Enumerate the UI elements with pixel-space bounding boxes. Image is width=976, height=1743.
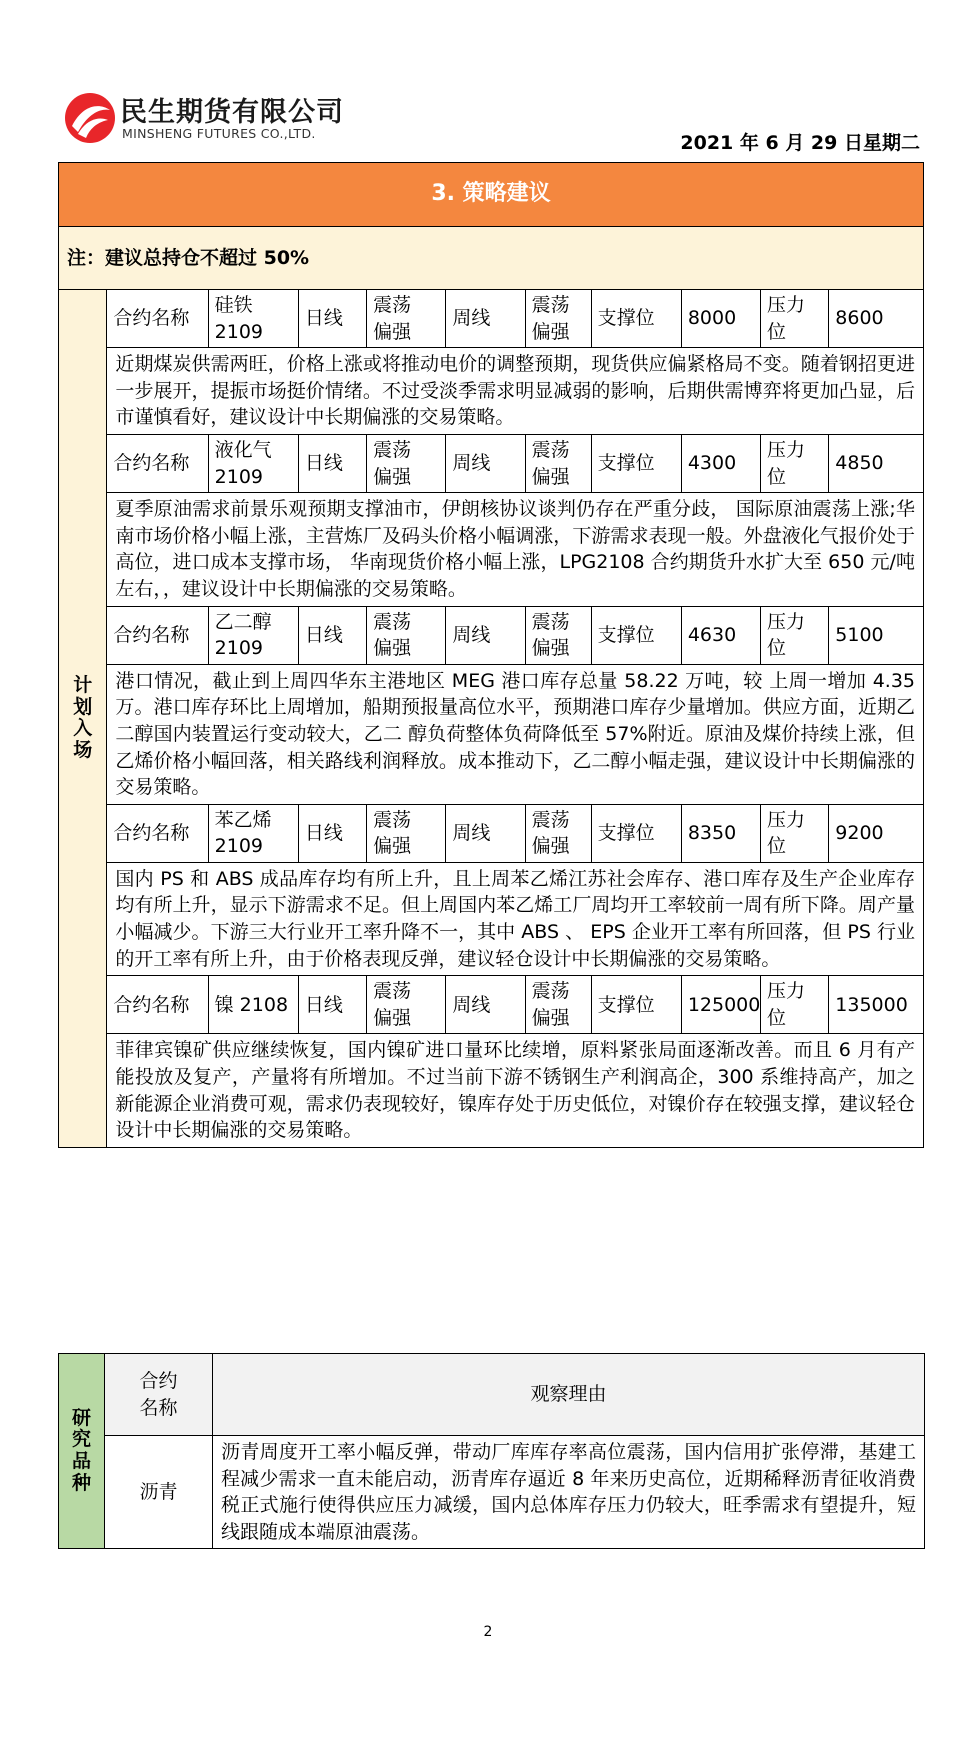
- daily-trend: 震荡 偏强: [367, 290, 446, 348]
- weekly-trend: 震荡 偏强: [525, 804, 591, 862]
- pressure-value: 135000: [829, 976, 924, 1034]
- col-reason-header: 观察理由: [213, 1354, 925, 1436]
- weekly-trend: 震荡 偏强: [525, 434, 591, 492]
- weekly-trend: 震荡 偏强: [525, 976, 591, 1034]
- pressure-value: 8600: [829, 290, 924, 348]
- daily-label: 日线: [298, 290, 366, 348]
- company-name-cn: 民生期货有限公司: [120, 97, 344, 128]
- weekly-label: 周线: [446, 434, 525, 492]
- weekly-label: 周线: [446, 976, 525, 1034]
- pressure-value: 5100: [829, 606, 924, 664]
- support-label: 支撑位: [591, 434, 681, 492]
- contract-name: 镍 2108: [208, 976, 298, 1034]
- contract-name: 硅铁 2109: [208, 290, 298, 348]
- contract-analysis: 近期煤炭供需两旺，价格上涨或将推动电价的调整预期，现货供应偏紧格局不变。随着钢招更进一步展开，提振市场挺价情绪。不过受淡季需求明显减弱的影响，后期供需博弈将更加凸显，后市谨慎看好，建议设计中长期偏涨的交易策略。: [107, 348, 924, 435]
- contract-analysis: 菲律宾镍矿供应继续恢复，国内镍矿进口量环比续增，原料紧张局面逐渐改善。而且 6 月有产能投放及复产，产量将有所增加。不过当前下游不锈钢生产利润高企，300 系维持高产，加之新能源企业消费可观，需求仍表现较好，镍库存处于历史低位，对镍价存在较强支撑，建议轻仓设计中长期偏涨的交易策略。: [107, 1034, 924, 1147]
- pressure-value: 9200: [829, 804, 924, 862]
- support-value: 8000: [681, 290, 760, 348]
- support-label: 支撑位: [591, 290, 681, 348]
- contract-label: 合约名称: [107, 976, 208, 1034]
- weekly-trend: 震荡 偏强: [525, 606, 591, 664]
- support-label: 支撑位: [591, 606, 681, 664]
- daily-label: 日线: [298, 804, 366, 862]
- contract-analysis: 国内 PS 和 ABS 成品库存均有所上升，且上周苯乙烯江苏社会库存、港口库存及生产企业库存均有所上升，显示下游需求不足。但上周国内苯乙烯工厂周均开工率较前一周有所下降。周产量小幅减少。下游三大行业开工率升降不一，其中 ABS 、 EPS 企业开工率有所回落，但 PS 行业的开工率有所上升，由于价格表现反弹，建议轻仓设计中长期偏涨的交易策略。: [107, 862, 924, 975]
- support-value: 125000: [681, 976, 760, 1034]
- daily-label: 日线: [298, 434, 366, 492]
- observation-table: [58, 1353, 925, 1549]
- minsheng-logo-icon: [64, 92, 116, 144]
- pressure-label: 压力 位: [761, 804, 829, 862]
- daily-trend: 震荡 偏强: [367, 804, 446, 862]
- weekly-label: 周线: [446, 290, 525, 348]
- contract-name: 乙二醇 2109: [208, 606, 298, 664]
- pressure-label: 压力 位: [761, 606, 829, 664]
- support-label: 支撑位: [591, 976, 681, 1034]
- contract-row: [59, 976, 924, 1034]
- side-label-plan-entry: 计 划 入 场: [59, 290, 107, 1148]
- pressure-label: 压力 位: [761, 290, 829, 348]
- contract-name: 液化气 2109: [208, 434, 298, 492]
- weekly-label: 周线: [446, 804, 525, 862]
- contract-analysis: 夏季原油需求前景乐观预期支撑油市，伊朗核协议谈判仍存在严重分歧， 国际原油震荡上涨;华南市场价格小幅上涨，主营炼厂及码头价格小幅调涨，下游需求表现一般。外盘液化气报价处于高位，进口成本支撑市场， 华南现货价格小幅上涨，LPG2108 合约期货升水扩大至 650 元/吨左右，，建议设计中长期偏涨的交易策略。: [107, 493, 924, 606]
- contract-analysis: 港口情况，截止到上周四华东主港地区 MEG 港口库存总量 58.22 万吨，较 上周一增加 4.35 万。港口库存环比上周增加，船期预报量高位水平，预期港口库存少量增加。供应方面，近期乙二醇国内装置运行变动较大，乙二 醇负荷整体负荷降低至 57%附近。原油及煤价持续上涨，但乙烯价格小幅回落，相关路线利润释放。成本推动下，乙二醇小幅走强，建议设计中长期偏涨的交易策略。: [107, 664, 924, 804]
- support-value: 8350: [681, 804, 760, 862]
- daily-trend: 震荡 偏强: [367, 606, 446, 664]
- table-row: [59, 1436, 925, 1549]
- company-logo: [64, 88, 364, 148]
- side-label-research: 研 究 品 种: [59, 1354, 105, 1549]
- pressure-label: 压力 位: [761, 434, 829, 492]
- company-name-en: MINSHENG FUTURES CO.,LTD.: [122, 126, 316, 141]
- daily-label: 日线: [298, 606, 366, 664]
- daily-trend: 震荡 偏强: [367, 434, 446, 492]
- contract-row: [59, 606, 924, 664]
- support-label: 支撑位: [591, 804, 681, 862]
- strategy-table: [58, 162, 924, 1148]
- position-note: 注：建议总持仓不超过 50%: [59, 227, 924, 290]
- section-title: 3. 策略建议: [59, 163, 924, 227]
- col-contract-name-header: 合约 名称: [105, 1354, 213, 1436]
- weekly-label: 周线: [446, 606, 525, 664]
- support-value: 4630: [681, 606, 760, 664]
- pressure-value: 4850: [829, 434, 924, 492]
- contract-row: [59, 434, 924, 492]
- pressure-label: 压力 位: [761, 976, 829, 1034]
- contract-label: 合约名称: [107, 804, 208, 862]
- contract-row: [59, 290, 924, 348]
- contract-label: 合约名称: [107, 434, 208, 492]
- observation-reason: 沥青周度开工率小幅反弹，带动厂库库存率高位震荡，国内信用扩张停滞，基建工程减少需求一直未能启动，沥青库存逼近 8 年来历史高位，近期稀释沥青征收消费税正式施行使得供应压力减缓，国内总体库存压力仍较大，旺季需求有望提升，短线跟随成本端原油震荡。: [213, 1436, 925, 1549]
- report-date: 2021 年 6 月 29 日星期二: [680, 132, 920, 154]
- contract-label: 合约名称: [107, 290, 208, 348]
- contract-row: [59, 804, 924, 862]
- daily-trend: 震荡 偏强: [367, 976, 446, 1034]
- support-value: 4300: [681, 434, 760, 492]
- observation-contract-name: 沥青: [105, 1436, 213, 1549]
- contract-name: 苯乙烯 2109: [208, 804, 298, 862]
- contract-label: 合约名称: [107, 606, 208, 664]
- weekly-trend: 震荡 偏强: [525, 290, 591, 348]
- page-number: 2: [483, 1624, 493, 1640]
- daily-label: 日线: [298, 976, 366, 1034]
